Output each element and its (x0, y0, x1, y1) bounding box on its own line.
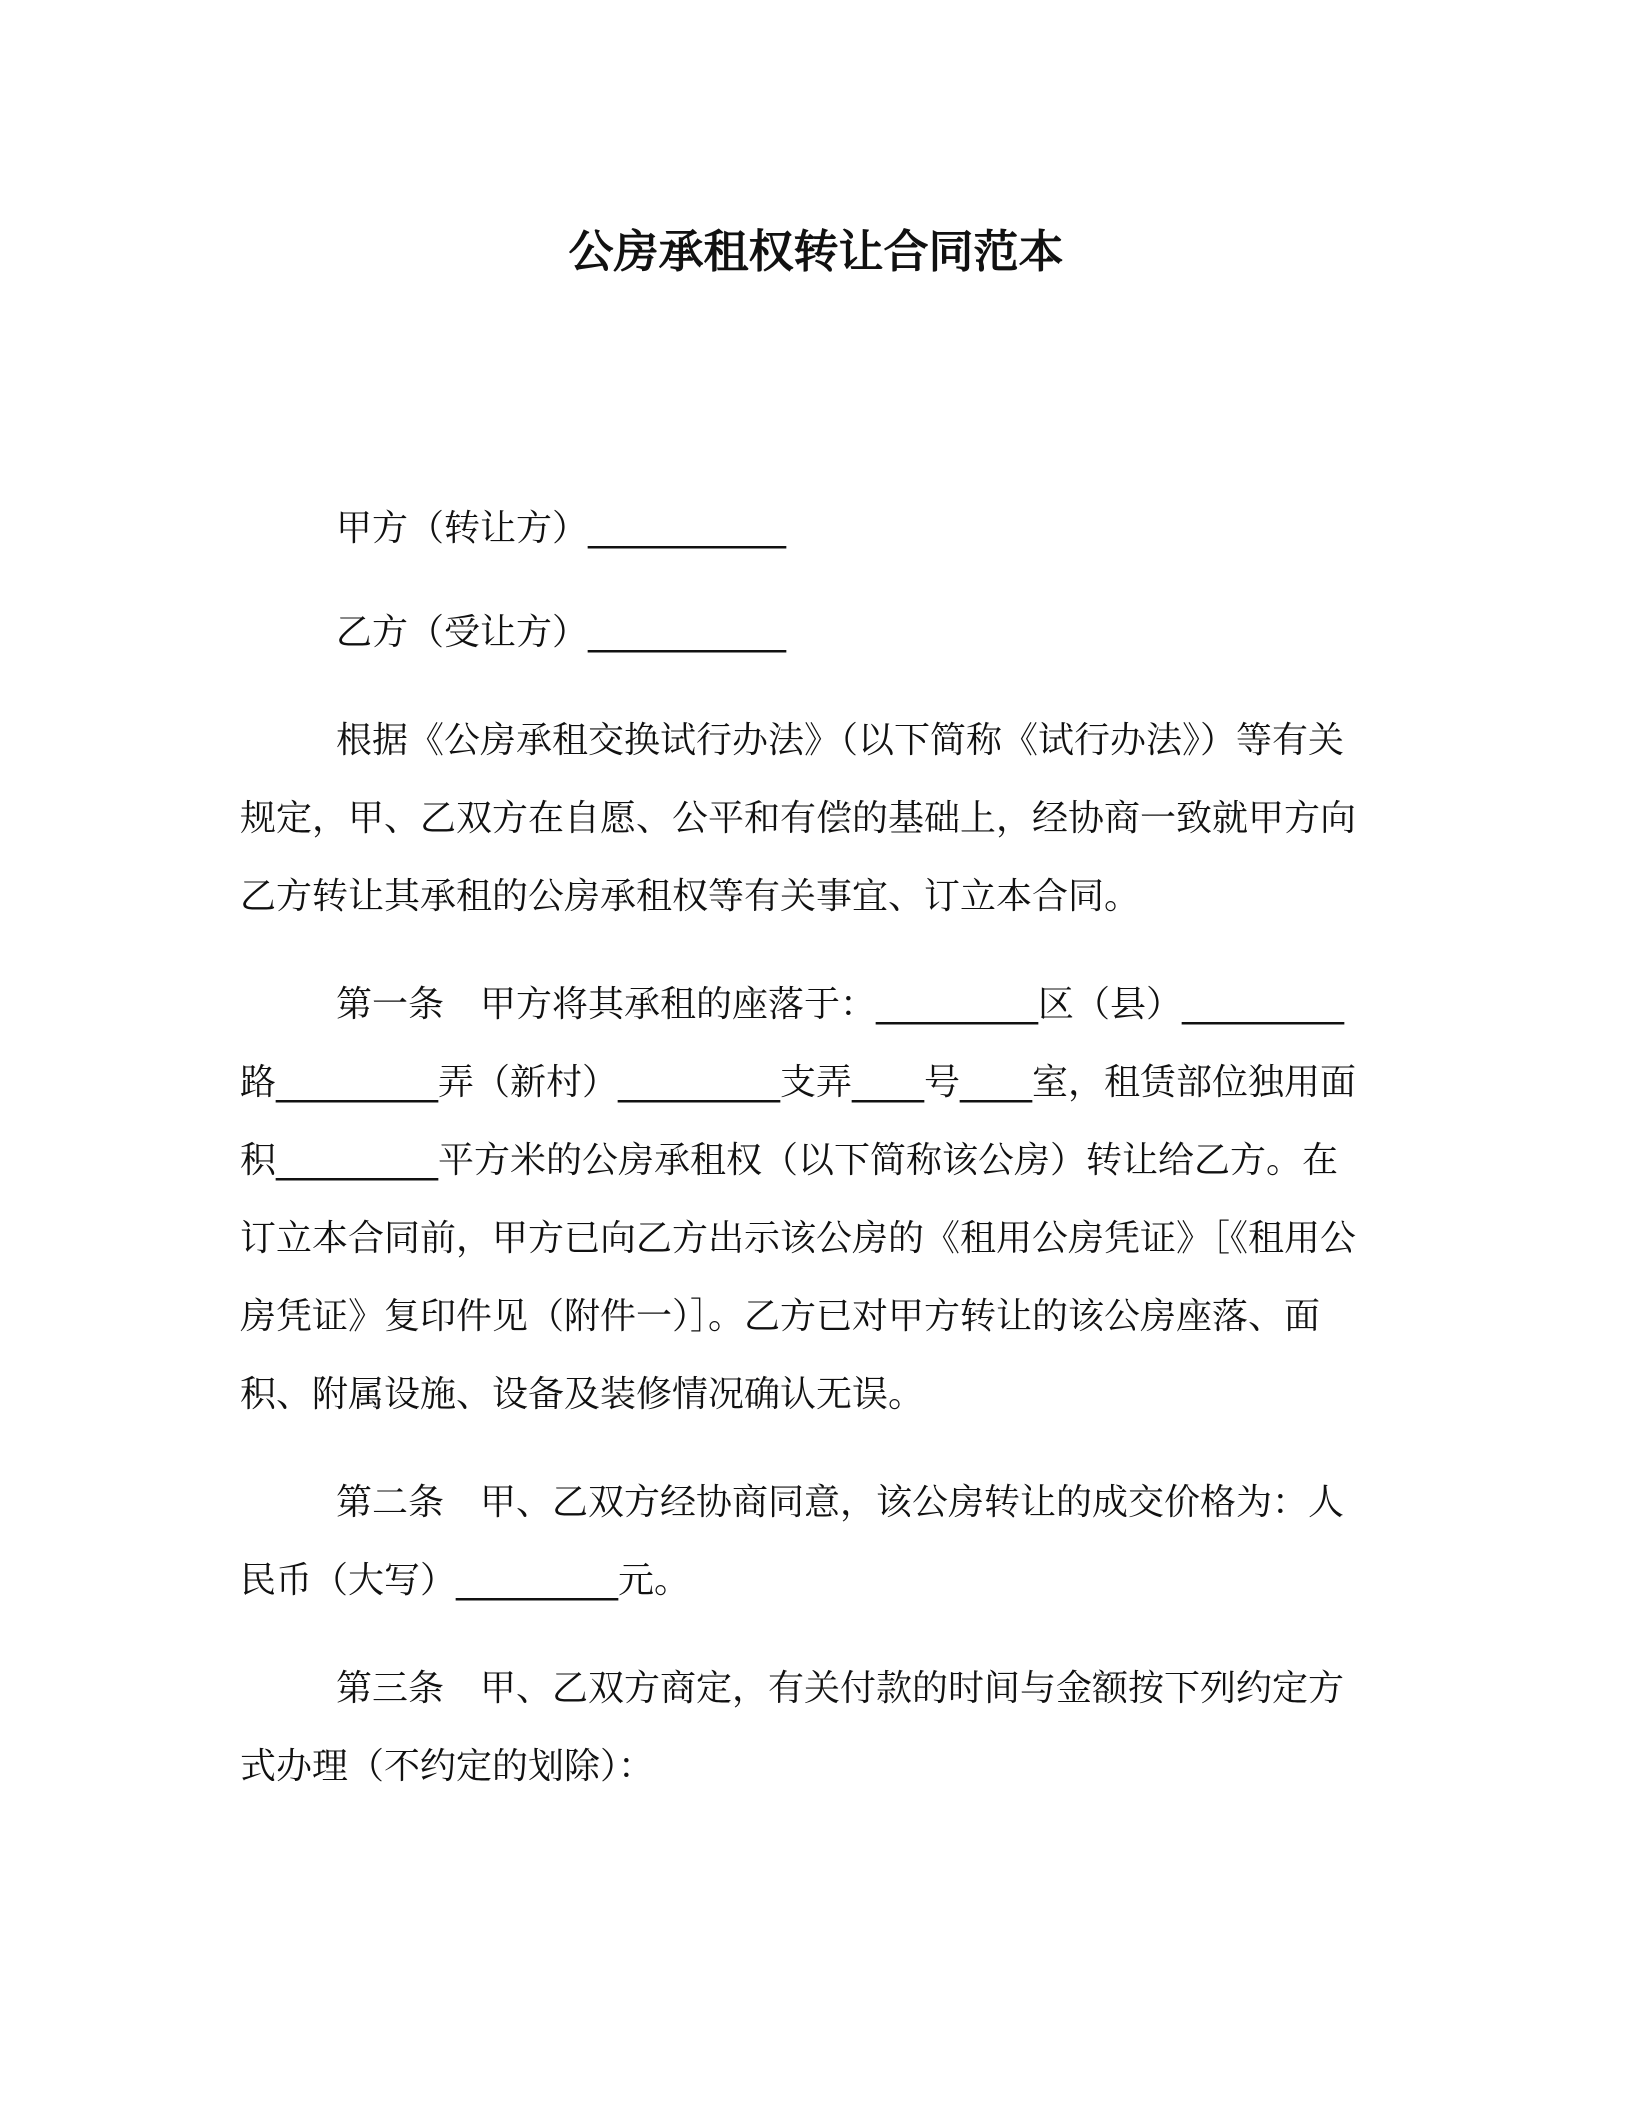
party-b-line: 乙方（受让方）___________ (336, 612, 787, 653)
document-title: 公房承租权转让合同范本 (568, 225, 1064, 278)
article-3-paragraph: 第三条 甲、乙双方商定，有关付款的时间与金额按下列约定方式办理（不约定的划除）： (240, 1668, 1345, 1787)
party-a-line: 甲方（转让方）___________ (336, 508, 787, 549)
document-body (240, 490, 1372, 1806)
preamble-paragraph: 根据《公房承租交换试行办法》（以下简称《试行办法》）等有关规定，甲、乙双方在自愿、公平和有偿的基础上，经协商一致就甲方向乙方转让其承租的公房承租权等有关事宜、订立本合同。 (240, 720, 1357, 917)
article-2-paragraph: 第二条 甲、乙双方经协商同意，该公房转让的成交价格为：人民币（大写）_________元。 (240, 1482, 1345, 1601)
article-1-paragraph: 第一条 甲方将其承租的座落于：_________区（县）_________路_________弄（新村）_________支弄____号____室，租赁部位独用面积_________平方米的公房承租权（以下简称该公房）转让给乙方。在订立本合同前，甲方已向乙方出示该公房的《租用公房凭证》［《租用公房凭证》复印件见（附件一）］。乙方已对甲方转让的该公房座落、面积、附属设施、设备及装修情况确认无误。 (240, 984, 1357, 1415)
